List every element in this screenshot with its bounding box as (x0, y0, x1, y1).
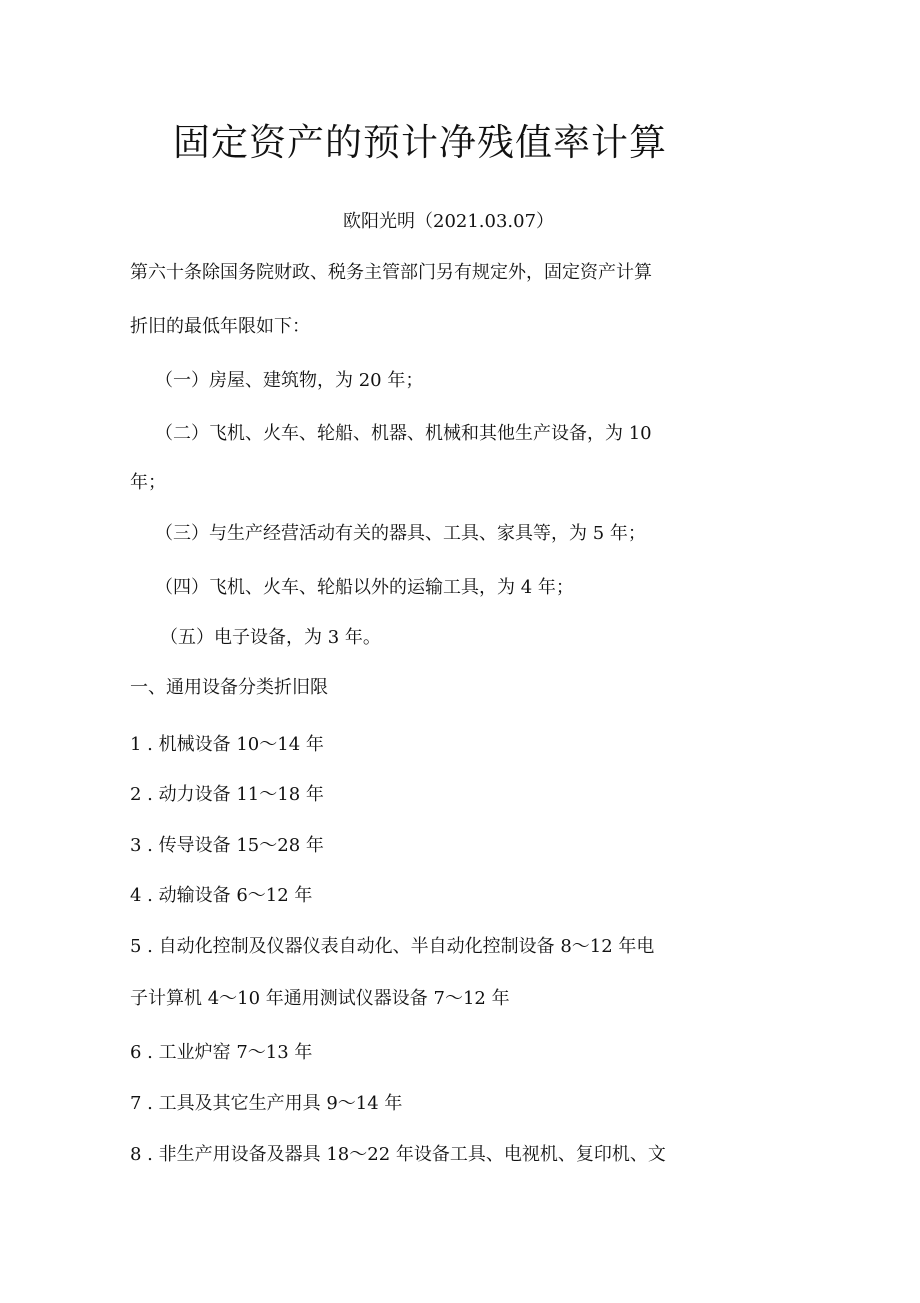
author-date-line: 欧阳光明（2021.03.07） (343, 211, 555, 232)
paragraph-line: 折旧的最低年限如下： (130, 316, 310, 337)
clause-item: （五）电子设备，为 3 年。 (160, 627, 381, 648)
list-item: 7 . 工具及其它生产用具 9～14 年 (130, 1093, 403, 1114)
list-item: 3 . 传导设备 15～28 年 (130, 835, 324, 856)
document-title: 固定资产的预计净残值率计算 (173, 121, 667, 164)
clause-item-continued: 年； (130, 472, 166, 493)
section-heading: 一、通用设备分类折旧限 (130, 677, 328, 698)
list-item-continued: 子计算机 4～10 年通用测试仪器设备 7～12 年 (130, 988, 510, 1009)
list-item: 5 . 自动化控制及仪器仪表自动化、半自动化控制设备 8～12 年电 (130, 936, 655, 957)
list-item: 1 . 机械设备 10～14 年 (130, 734, 324, 755)
clause-item: （四）飞机、火车、轮船以外的运输工具，为 4 年； (155, 577, 574, 598)
list-item: 8 . 非生产用设备及器具 18～22 年设备工具、电视机、复印机、文 (130, 1144, 666, 1165)
clause-item: （三）与生产经营活动有关的器具、工具、家具等，为 5 年； (155, 523, 646, 544)
list-item: 4 . 动输设备 6～12 年 (130, 885, 313, 906)
list-item: 6 . 工业炉窑 7～13 年 (130, 1042, 313, 1063)
clause-item: （一）房屋、建筑物，为 20 年； (155, 370, 424, 391)
paragraph-line: 第六十条除国务院财政、税务主管部门另有规定外，固定资产计算 (130, 262, 652, 283)
clause-item: （二）飞机、火车、轮船、机器、机械和其他生产设备，为 10 (155, 423, 652, 444)
list-item: 2 . 动力设备 11～18 年 (130, 784, 324, 805)
